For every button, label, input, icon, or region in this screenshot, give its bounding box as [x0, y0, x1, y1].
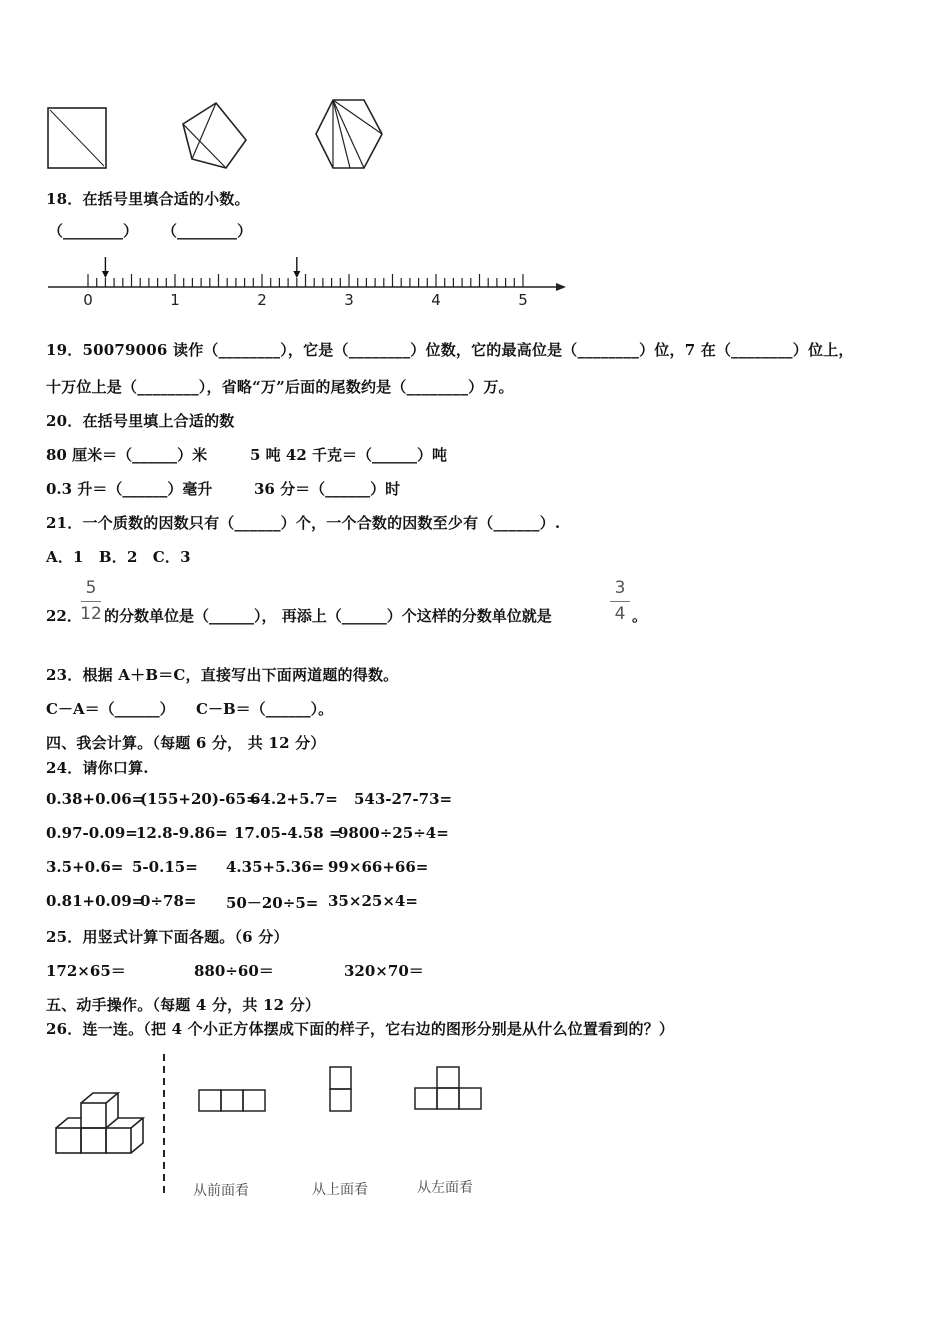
calc-r2-c4: 9800÷25÷4=	[338, 824, 449, 842]
question-19-line-2: 十万位上是（________），省略“万”后面的尾数约是（________）万。	[46, 378, 514, 396]
section-4-heading: 四、我会计算。（每题 6 分， 共 12 分）	[46, 734, 326, 752]
front-view-drawing	[199, 1090, 265, 1111]
calc-r2-c3: 17.05-4.58 =	[234, 824, 342, 842]
calc-r4-c2: 0÷78=	[140, 892, 197, 910]
number-line-label: 2	[257, 291, 267, 309]
calc-r3-c3: 4.35+5.36=	[226, 858, 325, 876]
question-22-end: 。	[632, 607, 648, 625]
question-22-number: 22．	[46, 607, 82, 625]
number-line	[44, 255, 574, 310]
cube-stack-drawing	[56, 1093, 143, 1153]
number-line-label: 1	[170, 291, 180, 309]
question-24: 24．请你口算.	[46, 759, 149, 777]
q23-item-b: C－B＝（______）。	[196, 700, 334, 718]
calc-r4-c3: 50－20÷5=	[226, 894, 319, 912]
fraction-2-bar	[610, 601, 630, 602]
number-line-label: 0	[83, 291, 93, 309]
caption-left-view: 从左面看	[417, 1180, 473, 1196]
polygon-diagonal-figures	[40, 95, 400, 180]
question-26: 26．连一连。（把 4 个小正方体摆成下面的样子，它右边的图形分别是从什么位置看到的？）	[46, 1020, 675, 1038]
calc-r1-c3: 64.2+5.7=	[250, 790, 338, 808]
question-22-text: 的分数单位是（______）， 再添上（______）个这样的分数单位就是	[104, 607, 552, 625]
question-20: 20．在括号里填上合适的数	[46, 412, 235, 430]
number-line-label: 3	[344, 291, 354, 309]
question-18: 18．在括号里填合适的小数。	[46, 190, 250, 208]
calc-r2-c1: 0.97-0.09=	[46, 824, 138, 842]
caption-top-view: 从上面看	[312, 1182, 368, 1198]
fraction-1-denominator: 12	[80, 604, 102, 624]
number-line-marker-arrow	[293, 257, 300, 278]
calc-r4-c4: 35×25×4=	[328, 892, 418, 910]
fraction-2-numerator: 3	[614, 578, 626, 598]
number-line-marker-arrow	[102, 257, 109, 278]
calc-r1-c2: (155+20)-65=	[140, 790, 259, 808]
question-23: 23．根据 A＋B＝C，直接写出下面两道题的得数。	[46, 666, 399, 684]
number-line-label: 4	[431, 291, 441, 309]
left-view-drawing	[415, 1067, 481, 1109]
fraction-1-numerator: 5	[85, 578, 97, 598]
calc-r1-c4: 543-27-73=	[354, 790, 453, 808]
q25-item-1: 172×65＝	[46, 962, 126, 980]
question-19-line-1: 19．50079006 读作（________），它是（________）位数，它的最高位是（________）位，7 在（________）位上，	[46, 341, 854, 359]
q20-item-d: 36 分＝（______）时	[254, 480, 401, 498]
calc-r3-c1: 3.5+0.6=	[46, 858, 124, 876]
calc-r1-c1: 0.38+0.06=	[46, 790, 145, 808]
fraction-1-bar	[81, 601, 101, 602]
q18-blank-1[interactable]: （________）	[48, 222, 139, 240]
calc-r4-c1: 0.81+0.09=	[46, 892, 145, 910]
q20-item-c: 0.3 升＝（______）毫升	[46, 480, 213, 498]
number-line-arrowhead	[556, 283, 566, 291]
q20-item-b: 5 吨 42 千克＝（______）吨	[250, 446, 447, 464]
q25-item-3: 320×70＝	[344, 962, 424, 980]
calc-r3-c4: 99×66+66=	[328, 858, 429, 876]
question-21: 21．一个质数的因数只有（______）个，一个合数的因数至少有（______）.	[46, 514, 561, 532]
caption-front-view: 从前面看	[193, 1183, 249, 1199]
number-line-label: 5	[518, 291, 528, 309]
calc-r3-c2: 5-0.15=	[132, 858, 198, 876]
q20-item-a: 80 厘米＝（______）米	[46, 446, 208, 464]
fraction-2-denominator: 4	[614, 604, 626, 624]
q25-item-2: 880÷60＝	[194, 962, 274, 980]
calc-r2-c2: 12.8-9.86=	[136, 824, 228, 842]
section-5-heading: 五、动手操作。（每题 4 分，共 12 分）	[46, 996, 321, 1014]
question-25: 25．用竖式计算下面各题。（6 分）	[46, 928, 289, 946]
q23-item-a: C－A＝（______）	[46, 700, 175, 718]
q18-blank-2[interactable]: （________）	[162, 222, 253, 240]
q21-options: A．1 B．2 C．3	[46, 548, 191, 566]
top-view-drawing	[330, 1067, 351, 1111]
